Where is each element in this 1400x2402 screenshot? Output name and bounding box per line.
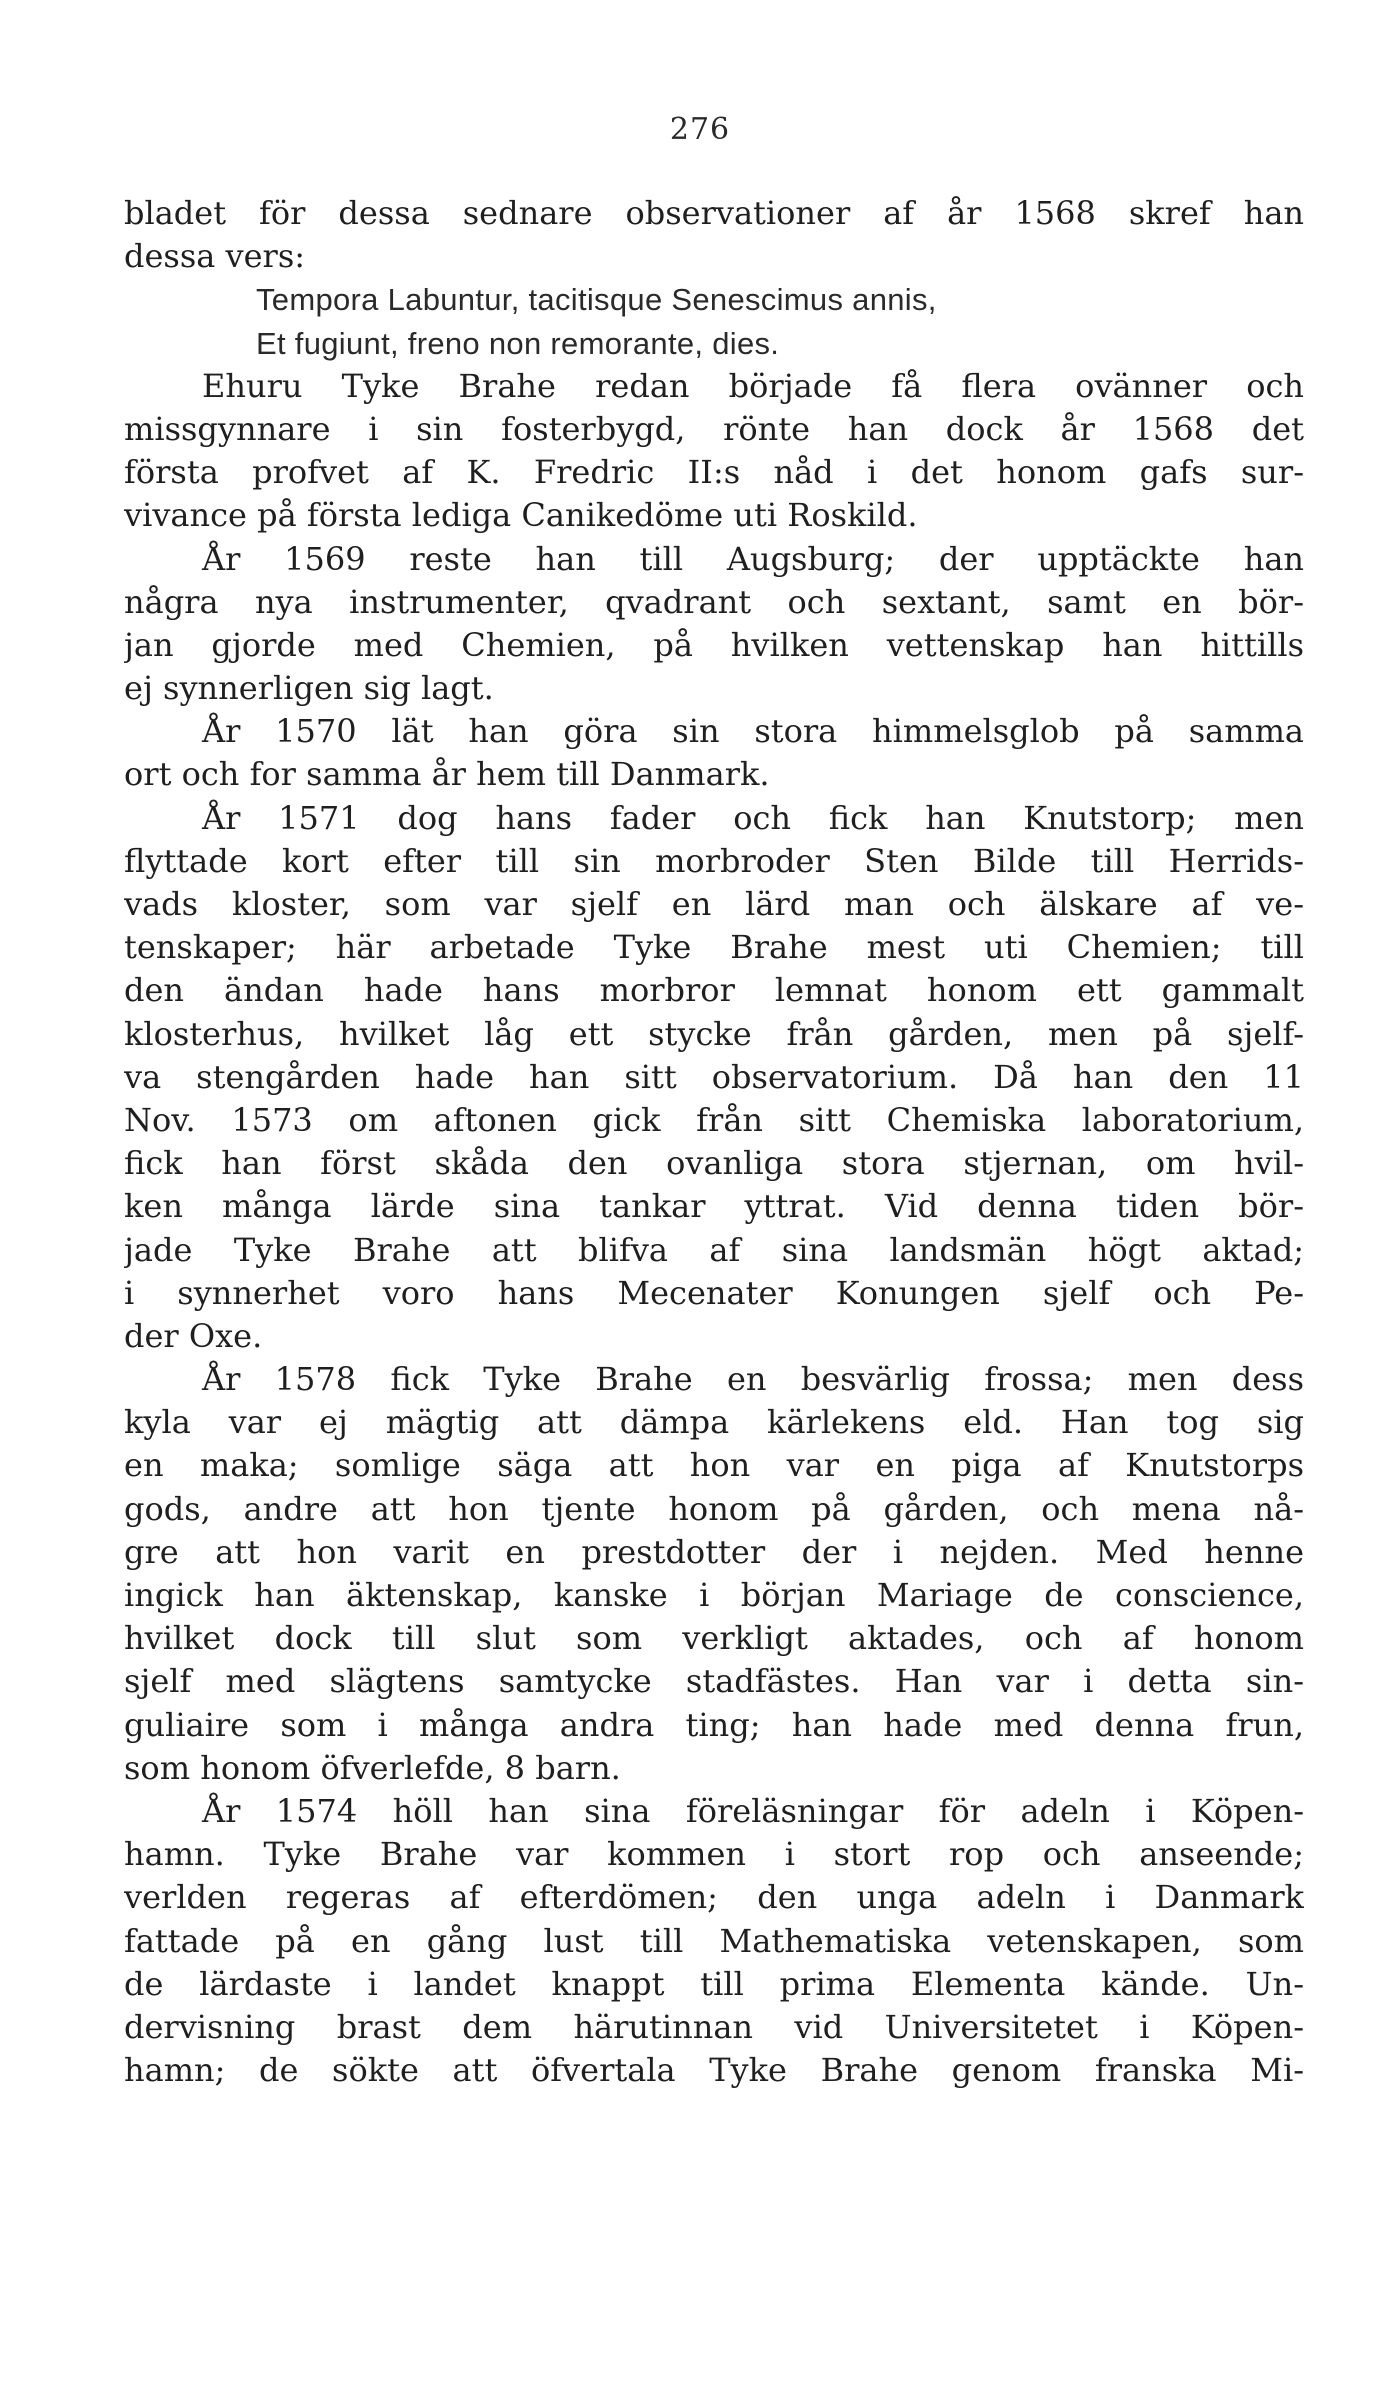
text-line: År 1569 reste han till Augsburg; der upptäckte han (202, 539, 1304, 578)
text-line: fattade på en gång lust till Mathematiska vetenskapen, som (124, 1921, 1304, 1960)
verse-line: Et fugiunt, freno non remorante, dies. (256, 325, 780, 361)
text-line: Nov. 1573 om aftonen gick från sitt Chemiska laboratorium, (124, 1100, 1304, 1139)
text-line: en maka; somlige säga att hon var en piga af Knutstorps (124, 1446, 1304, 1485)
text-line: dessa vers: (124, 237, 306, 276)
text-line: ej synnerligen sig lagt. (124, 669, 494, 708)
text-line: hvilket dock till slut som verkligt aktades, och af honom (124, 1619, 1304, 1658)
text-line: flyttade kort efter till sin morbroder Sten Bilde till Herrids- (124, 841, 1304, 880)
text-line: År 1571 dog hans fader och fick han Knutstorp; men (202, 798, 1304, 837)
text-line: i synnerhet voro hans Mecenater Konungen sjelf och Pe- (124, 1273, 1304, 1312)
text-line: vads kloster, som var sjelf en lärd man och älskare af ve- (124, 885, 1304, 923)
text-line: första profvet af K. Fredric II:s nåd i det honom gafs sur- (124, 453, 1304, 492)
text-line: jade Tyke Brahe att blifva af sina landsmän högt aktad; (124, 1230, 1304, 1269)
text-line: vivance på första lediga Canikedöme uti Roskild. (124, 496, 918, 535)
text-line: hamn. Tyke Brahe var kommen i stort rop och anseende; (124, 1835, 1304, 1874)
text-line: År 1574 höll han sina föreläsningar för adeln i Köpen- (202, 1791, 1304, 1830)
text-line: År 1570 lät han göra sin stora himmelsglob på samma (202, 712, 1304, 751)
text-line: som honom öfverlefde, 8 barn. (124, 1748, 621, 1787)
text-line: bladet för dessa sednare observationer af år 1568 skref han (124, 194, 1304, 232)
verse-line: Tempora Labuntur, tacitisque Senescimus annis, (256, 282, 937, 318)
text-line: tenskaper; här arbetade Tyke Brahe mest uti Chemien; till (124, 928, 1304, 967)
text-line: va stengården hade han sitt observatorium. Då han den 11 (124, 1057, 1304, 1096)
text-line: hamn; de sökte att öfvertala Tyke Brahe genom franska Mi- (124, 2051, 1304, 2090)
text-line: några nya instrumenter, qvadrant och sextant, samt en bör- (124, 582, 1304, 621)
text-line: verlden regeras af efterdömen; den unga adeln i Danmark (124, 1878, 1304, 1917)
text-line: jan gjorde med Chemien, på hvilken vettenskap han hittills (124, 625, 1304, 664)
text-line: ingick han äktenskap, kanske i början Mariage de conscience, (124, 1576, 1304, 1614)
text-line: den ändan hade hans morbror lemnat honom ett gammalt (124, 971, 1304, 1010)
text-line: gre att hon varit en prestdotter der i nejden. Med henne (124, 1532, 1304, 1571)
text-line: kyla var ej mägtig att dämpa kärlekens eld. Han tog sig (124, 1403, 1304, 1442)
text-line: der Oxe. (124, 1316, 263, 1355)
page-number: 276 (669, 112, 731, 147)
text-line: klosterhus, hvilket låg ett stycke från gården, men på sjelf- (124, 1014, 1304, 1053)
text-line: guliaire som i många andra ting; han hade med denna frun, (124, 1705, 1304, 1744)
text-line: Ehuru Tyke Brahe redan började få flera ovänner och (202, 366, 1304, 405)
body-text (124, 192, 1304, 2092)
text-line: dervisning brast dem härutinnan vid Universitetet i Köpen- (124, 2007, 1304, 2046)
text-line: gods, andre att hon tjente honom på gården, och mena nå- (124, 1489, 1304, 1528)
text-line: År 1578 fick Tyke Brahe en besvärlig frossa; men dess (202, 1360, 1304, 1399)
text-line: missgynnare i sin fosterbygd, rönte han dock år 1568 det (124, 409, 1304, 448)
text-line: fick han först skåda den ovanliga stora stjernan, om hvil- (124, 1144, 1304, 1183)
text-line: ken många lärde sina tankar yttrat. Vid denna tiden bör- (124, 1187, 1304, 1226)
text-line: sjelf med slägtens samtycke stadfästes. Han var i detta sin- (124, 1662, 1304, 1701)
text-line: ort och for samma år hem till Danmark. (124, 755, 770, 794)
text-line: de lärdaste i landet knappt till prima Elementa kände. Un- (124, 1964, 1304, 2003)
